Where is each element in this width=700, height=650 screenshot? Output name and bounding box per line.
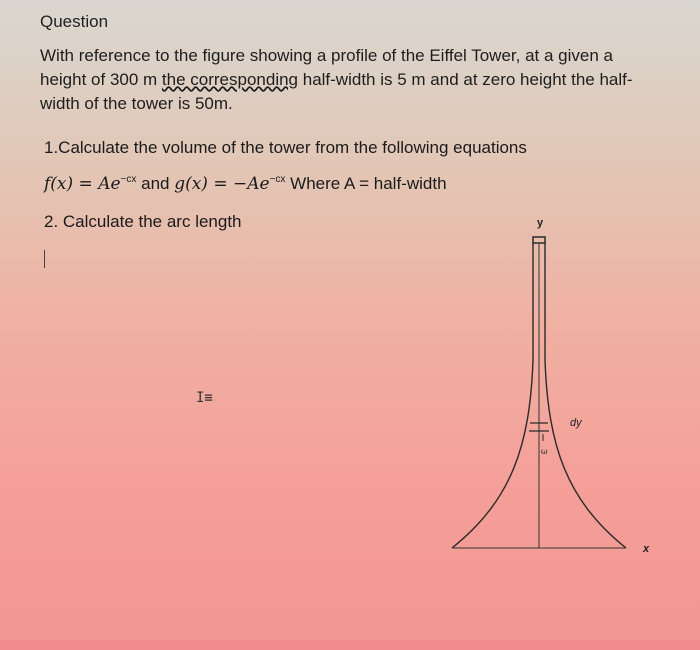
question-paragraph — [40, 44, 690, 116]
question-item-1: 1.Calculate the volume of the tower from the following equations — [44, 138, 527, 157]
paragraph-underlined-phrase: the corresponding — [161, 70, 299, 89]
f-equation: f(x) = Ae — [44, 174, 121, 194]
eiffel-profile-figure — [420, 210, 680, 580]
equation-where: Where A = half-width — [285, 174, 447, 193]
tower-top-cap — [533, 237, 545, 243]
left-profile-curve — [452, 243, 533, 548]
f-exponent: −cx — [120, 174, 137, 185]
x-axis-label: x — [643, 543, 650, 555]
paragraph-line-2-start: height of 300 m — [40, 70, 162, 89]
right-profile-curve — [545, 243, 626, 548]
g-equation: g(x) = −Ae — [174, 174, 270, 194]
question-heading: Question — [40, 12, 109, 31]
bottom-strip — [0, 640, 700, 650]
ibeam-cursor-icon: I≡ — [196, 390, 213, 406]
paragraph-line-2 — [40, 68, 690, 92]
equation-line — [44, 174, 447, 194]
omega-label: ω — [541, 447, 548, 456]
y-axis-label: y — [537, 217, 544, 229]
paragraph-line-2-end: half-width is 5 m and at zero height the half- — [298, 70, 633, 89]
text-cursor — [44, 250, 45, 268]
equation-and: and — [136, 174, 175, 193]
paragraph-line-1: With reference to the figure showing a profile of the Eiffel Tower, at a given a — [40, 46, 613, 65]
question-item-2: 2. Calculate the arc length — [44, 212, 242, 231]
paragraph-line-3: width of the tower is 50m. — [40, 94, 233, 113]
dy-label: dy — [570, 417, 582, 429]
g-exponent: −cx — [269, 174, 286, 185]
